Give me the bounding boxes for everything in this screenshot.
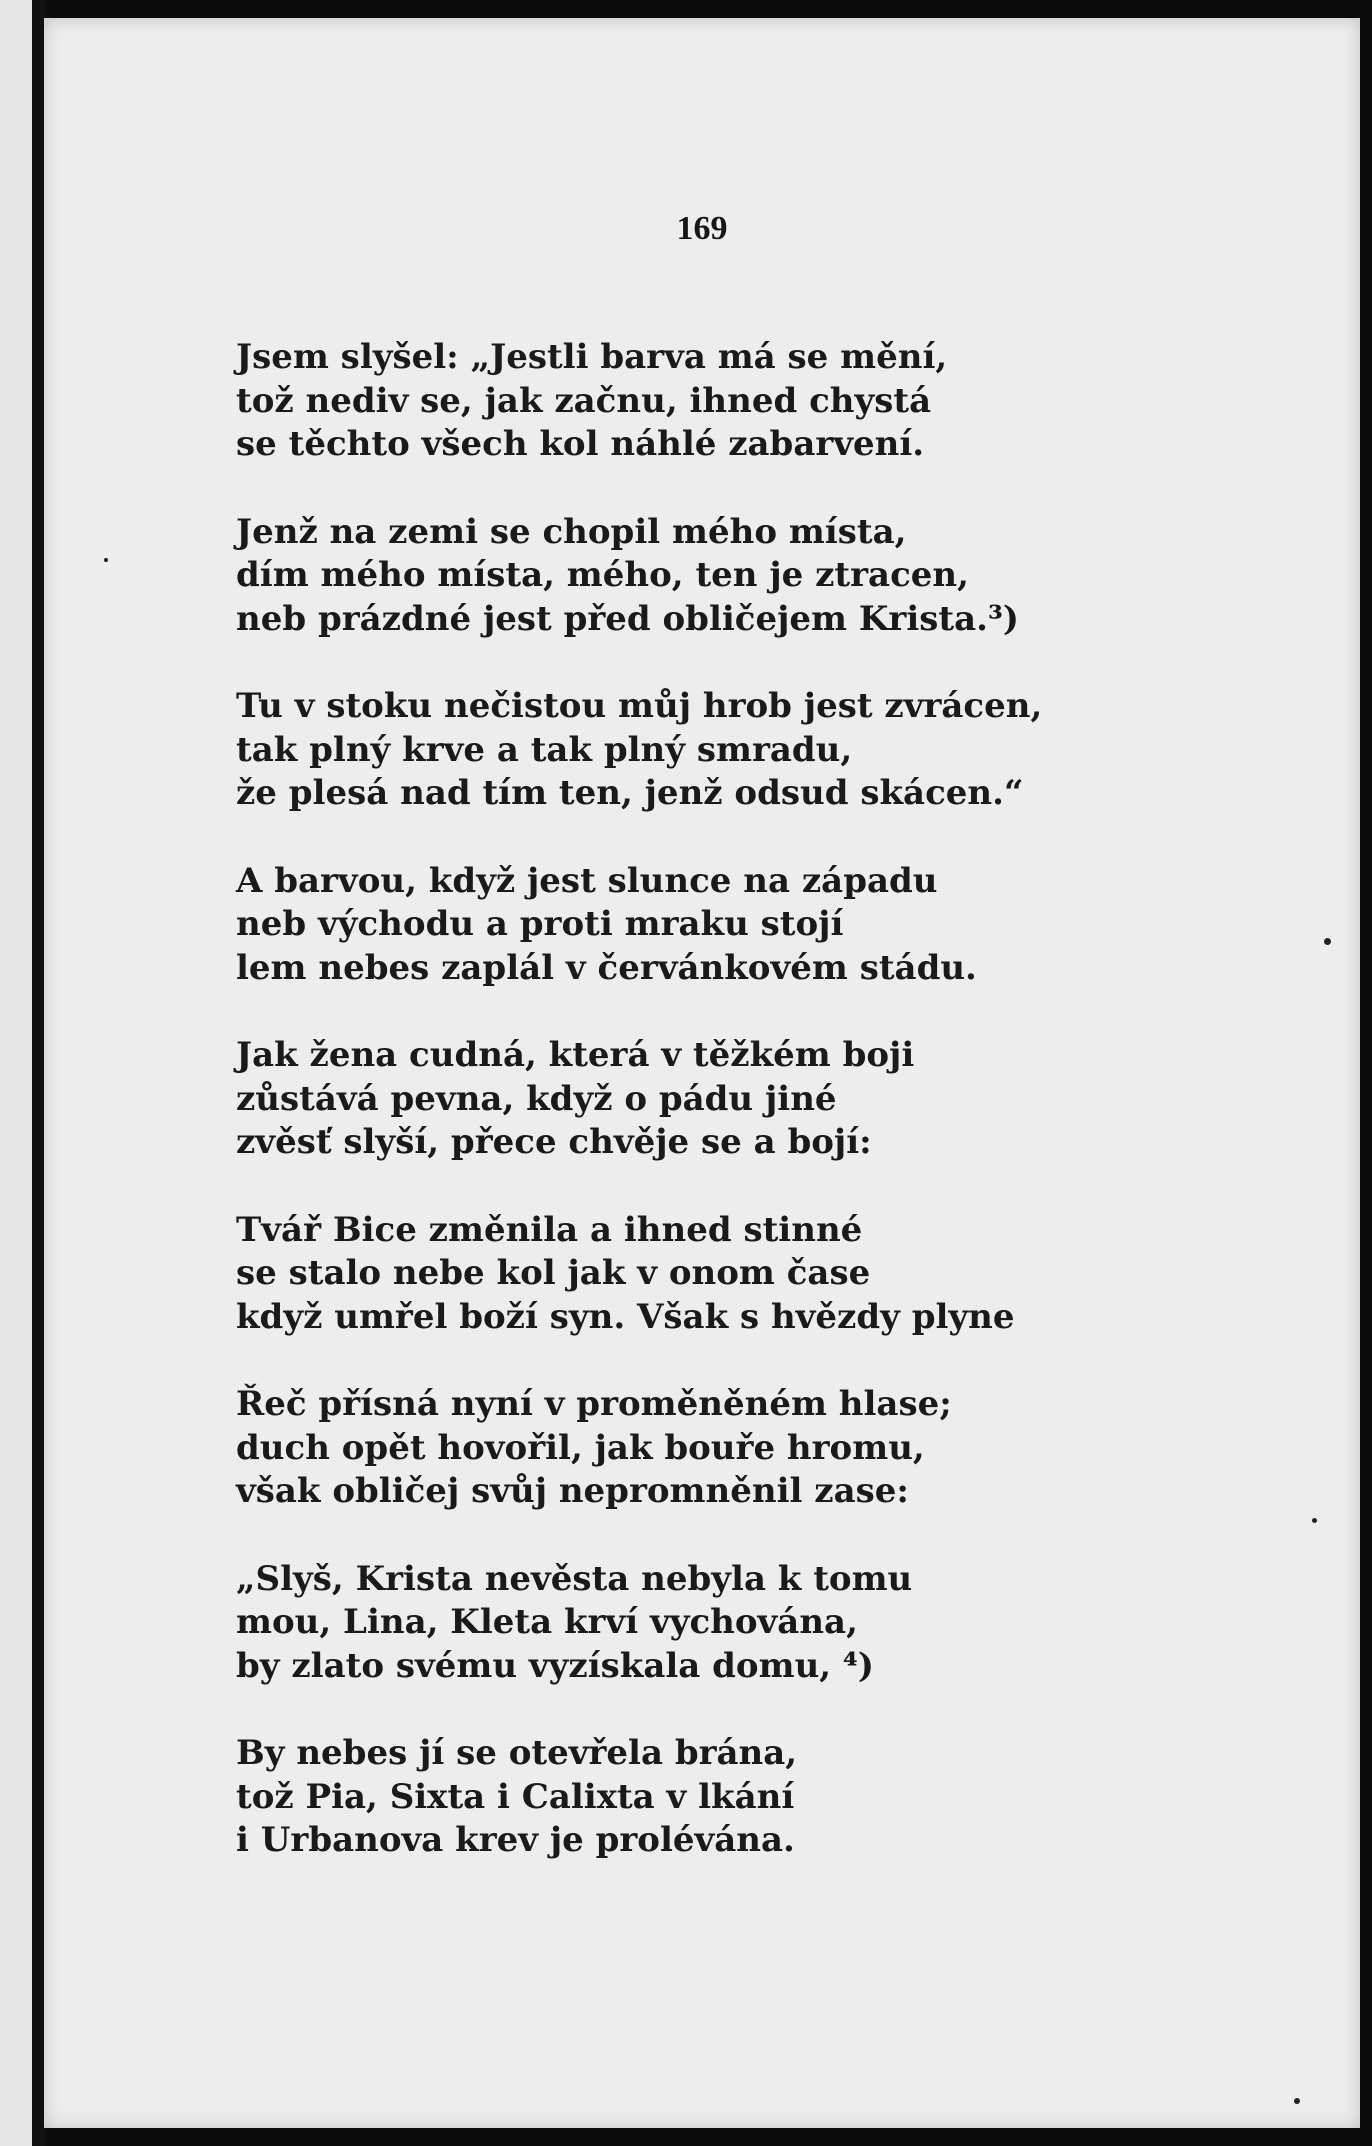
print-speck: [1294, 2098, 1300, 2104]
verse-line: Řeč přísná nyní v proměněném hlase;: [236, 1384, 952, 1424]
verse-line: duch opět hovořil, jak bouře hromu,: [236, 1427, 925, 1468]
verse-line: tož Pia, Sixta i Calixta v lkání: [236, 1776, 795, 1817]
page-left-margin: [0, 0, 32, 2146]
stanza: [236, 336, 1296, 467]
book-page: [44, 18, 1360, 2128]
verse-line: Tu v stoku nečistou můj hrob jest zvrácen,: [236, 686, 1043, 726]
verse-line: lem nebes zaplál v červánkovém stádu.: [236, 947, 977, 988]
poem-text: [236, 336, 1296, 1907]
verse-line: když umřel boží syn. Však s hvězdy plyne: [236, 1296, 1015, 1337]
stanza: [236, 511, 1296, 642]
verse-line: Jsem slyšel: „Jestli barva má se mění,: [236, 337, 948, 377]
verse-line: Jenž na zemi se chopil mého místa,: [236, 511, 907, 552]
stanza: [236, 1209, 1296, 1340]
verse-line: zvěsť slyší, přece chvěje se a bojí:: [236, 1122, 872, 1162]
verse-line: by zlato svému vyzískala domu, ⁴): [236, 1645, 874, 1686]
verse-line: mou, Lina, Kleta krví vychována,: [236, 1602, 858, 1642]
verse-line: „Slyš, Krista nevěsta nebyla k tomu: [236, 1558, 913, 1599]
stanza: [236, 1732, 1296, 1863]
verse-line: že plesá nad tím ten, jenž odsud skácen.“: [236, 773, 1024, 813]
stanza: [236, 1034, 1296, 1165]
print-speck: [1312, 1518, 1317, 1523]
print-speck: [1324, 938, 1331, 945]
stanza: [236, 1558, 1296, 1689]
stanza: [236, 1383, 1296, 1514]
verse-line: i Urbanova krev je prolévána.: [236, 1820, 795, 1860]
verse-line: Tvář Bice změnila a ihned stinné: [236, 1209, 863, 1250]
page-number: 169: [676, 210, 728, 247]
verse-line: tož nediv se, jak začnu, ihned chystá: [236, 380, 932, 421]
print-speck: [104, 558, 108, 562]
stanza: [236, 860, 1296, 991]
stanza: [236, 685, 1296, 816]
verse-line: se stalo nebe kol jak v onom čase: [236, 1253, 871, 1293]
verse-line: se těchto všech kol náhlé zabarvení.: [236, 424, 925, 464]
verse-line: By nebes jí se otevřela brána,: [236, 1733, 798, 1773]
verse-line: A barvou, když jest slunce na západu: [236, 860, 938, 901]
verse-line: neb prázdné jest před obličejem Krista.³): [236, 598, 1019, 639]
verse-line: tak plný krve a tak plný smradu,: [236, 729, 853, 770]
verse-line: dím mého místa, mého, ten je ztracen,: [236, 555, 969, 595]
verse-line: zůstává pevna, když o pádu jiné: [236, 1078, 837, 1119]
verse-line: neb východu a proti mraku stojí: [236, 904, 844, 944]
verse-line: Jak žena cudná, která v těžkém boji: [236, 1035, 915, 1075]
verse-line: však obličej svůj nepromněnil zase:: [236, 1471, 909, 1511]
